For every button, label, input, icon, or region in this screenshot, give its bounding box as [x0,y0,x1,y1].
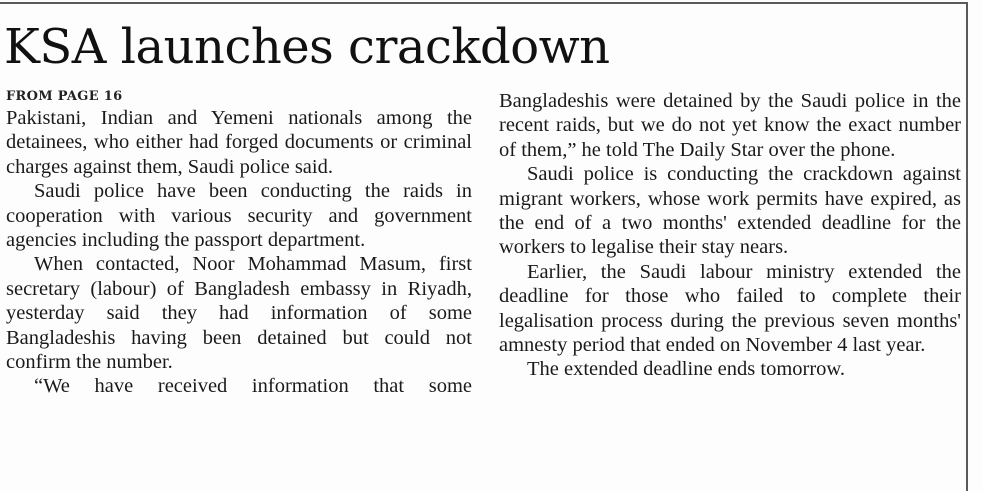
paragraph: Bangladeshis were detained by the Saudi police in the recent raids, but we do not yet know the exact number of them,” he told The Daily Star over the phone. [499,90,961,161]
article-column-right [499,89,961,382]
paragraph: “We have received information that some [34,375,472,398]
paragraph: The extended deadline ends tomorrow. [527,358,846,381]
paragraph: Pakistani, Indian and Yemeni nationals among the detainees, who either had forged documents or criminal charges against them, Saudi police said. [6,107,472,178]
continuation-label: FROM PAGE 16 [6,89,123,104]
paragraph: Earlier, the Saudi labour ministry extended the deadline for those who failed to complete their legalisation process during the previous seven months' amnesty period that ended on November 4 last year. [499,260,961,357]
paragraph: Saudi police is conducting the crackdown against migrant workers, whose work permits have expired, as the end of a two months' extended deadline for the workers to legalise their stay nears. [499,163,961,259]
headline: KSA launches crackdown [4,19,610,75]
paragraph: Saudi police have been conducting the raids in cooperation with various security and government agencies including the passport department. [6,180,472,252]
article-column-left [6,106,472,399]
paragraph: When contacted, Noor Mohammad Masum, first secretary (labour) of Bangladesh embassy in Riyadh, yesterday said they had information of some Bangladeshis having been detained but could not confirm the number. [6,253,472,374]
top-rule [0,2,966,4]
column-divider-rule [966,2,968,491]
